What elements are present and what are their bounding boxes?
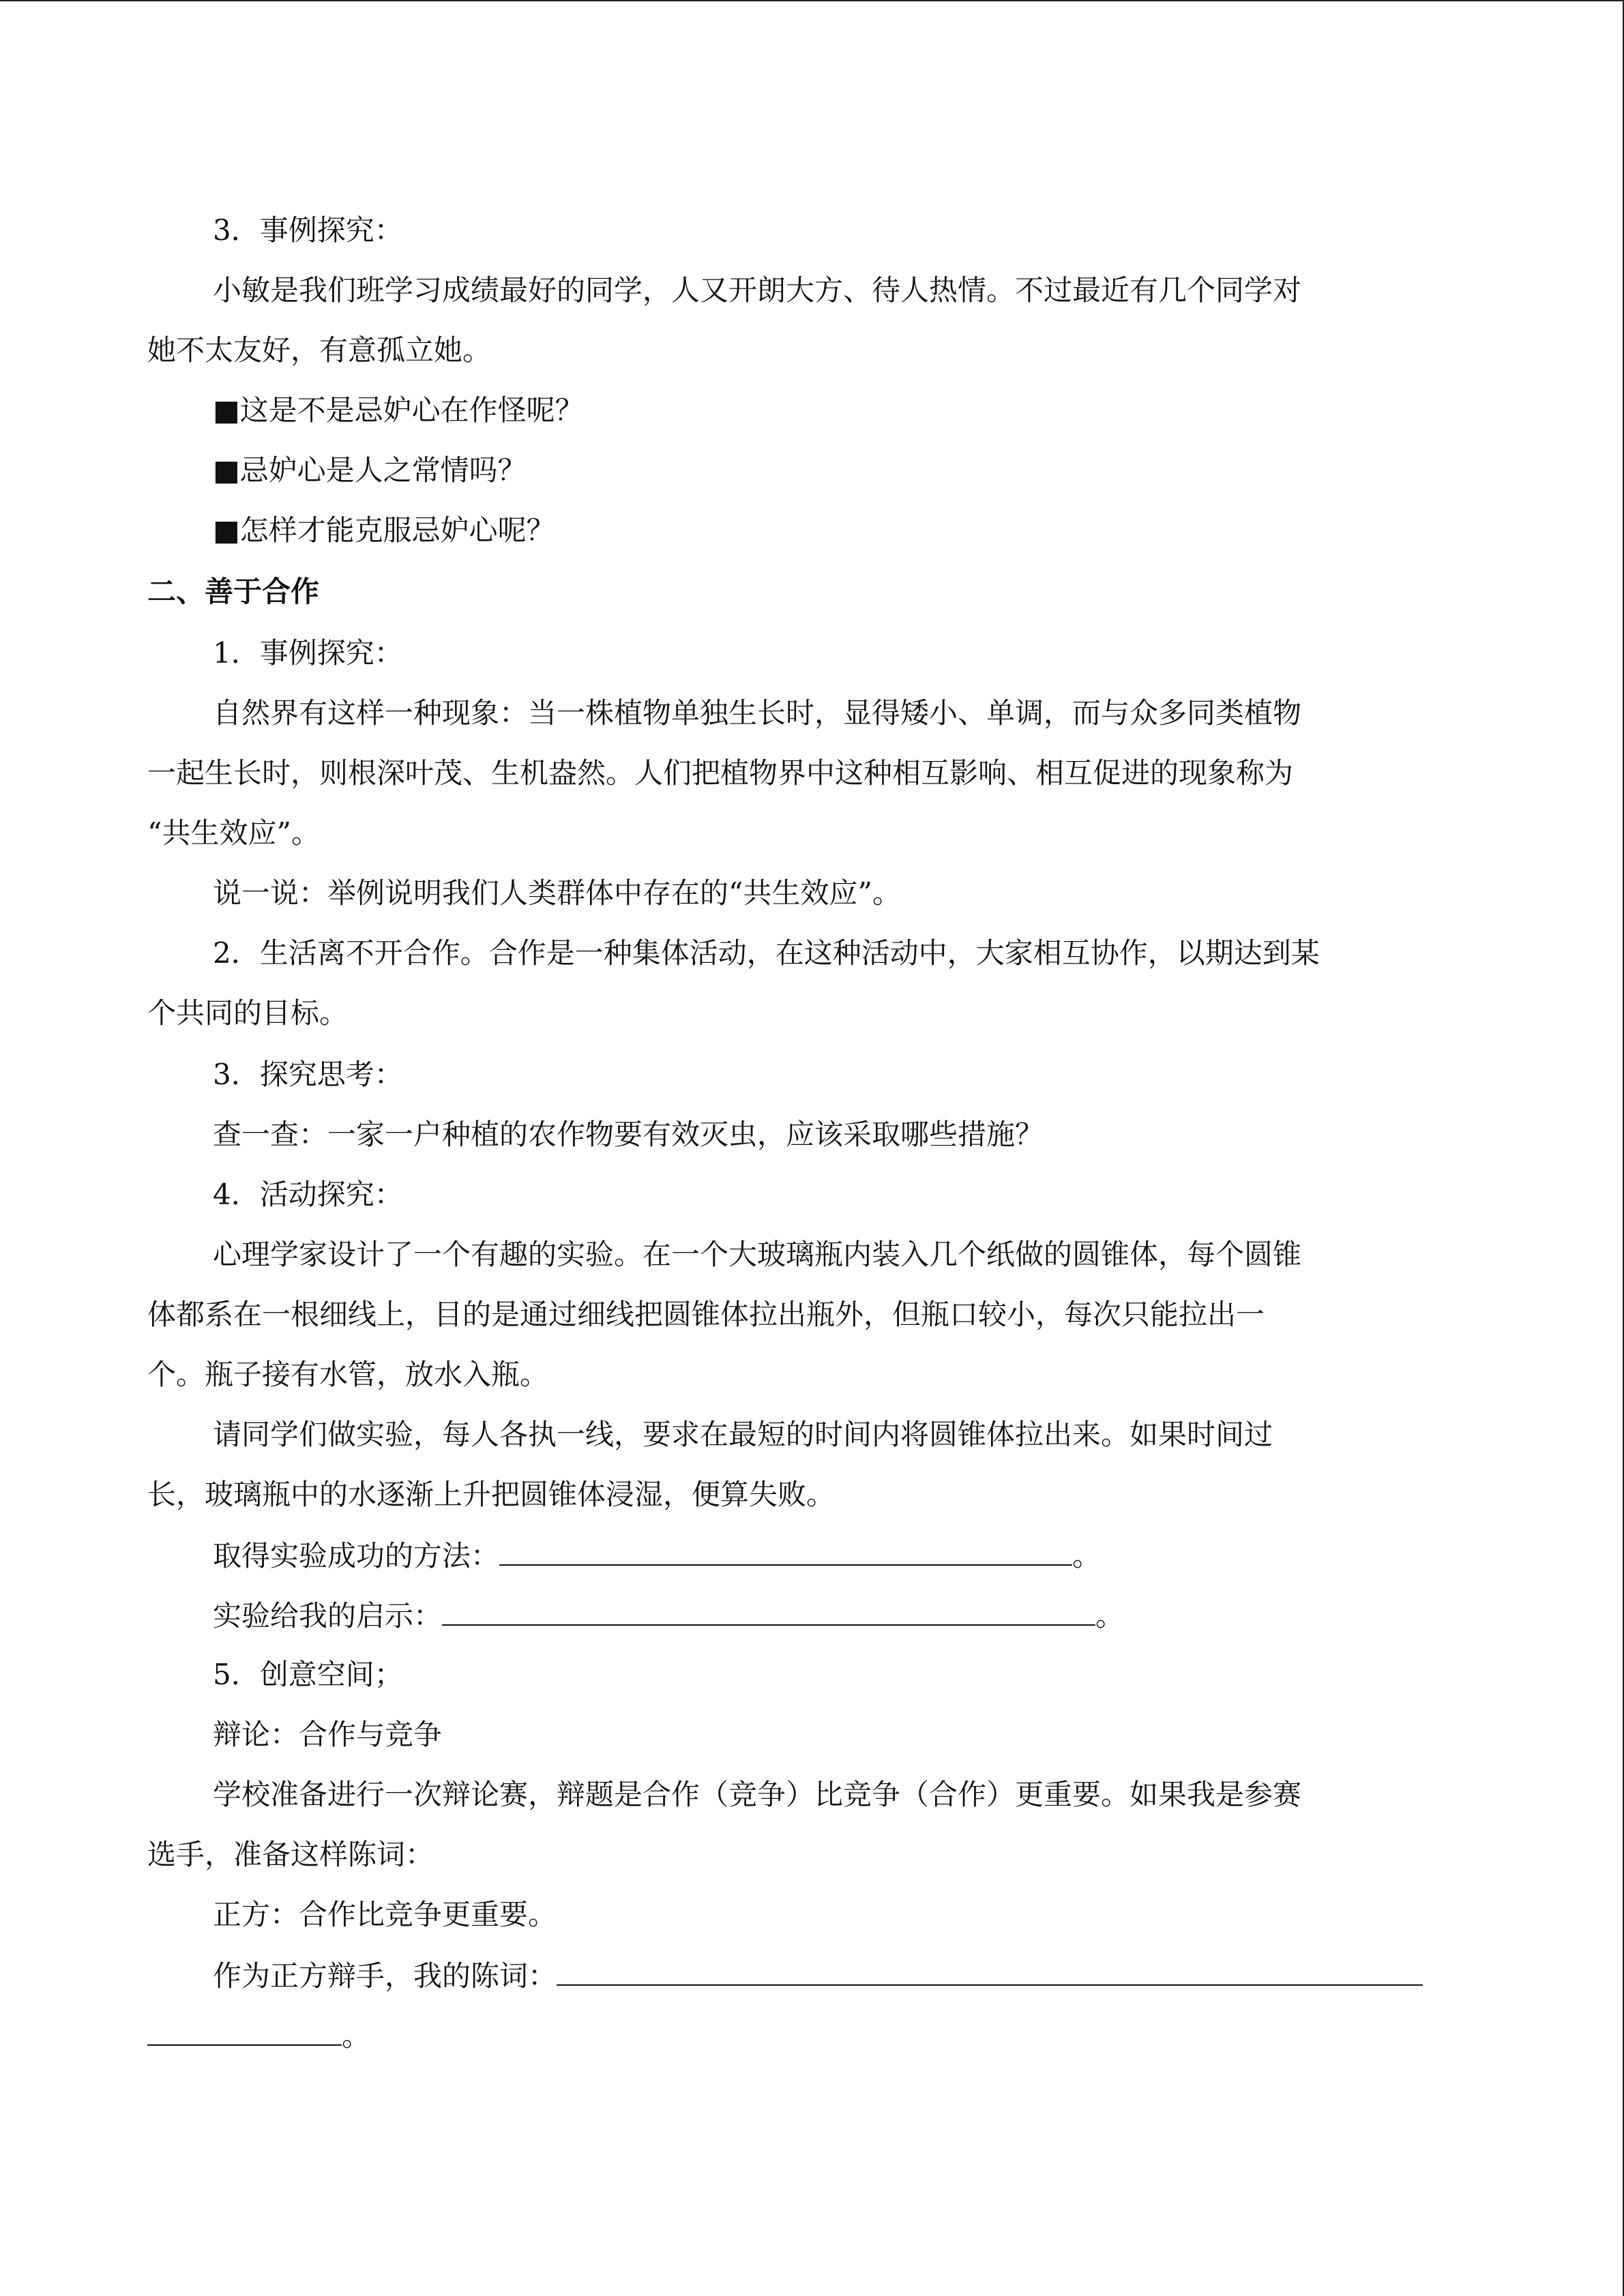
debate-title: 辩论：合作与竞争 [213, 1718, 443, 1751]
inquiry-heading: 3．探究思考： [213, 1058, 403, 1091]
debate-line-2: 选手，准备这样陈词： [147, 1838, 434, 1871]
insight-period: 。 [1095, 1599, 1125, 1632]
item2-line-2: 个共同的目标。 [147, 996, 349, 1030]
pro-statement-period: 。 [342, 2019, 371, 2053]
xiaomin-paragraph-line-1: 小敏是我们班学习成绩最好的同学，人又开朗大方、待人热情。不过最近有几个同学对 [213, 273, 1302, 307]
say-prompt: 说一说：举例说明我们人类群体中存在的“共生效应”。 [213, 876, 901, 910]
insight-answer-blank[interactable] [442, 1597, 1095, 1626]
pro-statement-row-2 [147, 2017, 370, 2054]
pro-statement-blank-2[interactable] [147, 2017, 342, 2046]
case-study-heading-2: 1．事例探究： [213, 636, 403, 670]
experiment-line-2: 体都系在一根细线上，目的是通过细线把圆锥体拉出瓶外，但瓶口较小，每次只能拉出一 [147, 1298, 1265, 1331]
nature-paragraph-line-1: 自然界有这样一种现象：当一株植物单独生长时，显得矮小、单调，而与众多同类植物 [213, 696, 1302, 730]
activity-heading: 4．活动探究： [213, 1178, 403, 1211]
case-study-heading: 3．事例探究： [213, 213, 403, 247]
method-answer-blank[interactable] [499, 1537, 1072, 1566]
method-period: 。 [1072, 1539, 1102, 1572]
requirement-line-1: 请同学们做实验，每人各执一线，要求在最短的时间内将圆锥体拉出来。如果时间过 [213, 1418, 1273, 1451]
question-1: ■这是不是忌妒心在作怪呢？ [213, 393, 584, 427]
experiment-line-3: 个。瓶子接有水管，放水入瓶。 [147, 1358, 549, 1391]
item2-line-1: 2．生活离不开合作。合作是一种集体活动，在这种活动中，大家相互协作，以期达到某 [213, 936, 1320, 970]
nature-paragraph-line-2: 一起生长时，则根深叶茂、生机盎然。人们把植物界中这种相互影响、相互促进的现象称为 [147, 756, 1294, 790]
requirement-line-2: 长，玻璃瓶中的水逐渐上升把圆锥体浸湿，便算失败。 [147, 1478, 836, 1511]
xiaomin-paragraph-line-2: 她不太友好，有意孤立她。 [147, 333, 492, 367]
pro-statement-row [213, 1957, 1423, 1994]
question-2: ■忌妒心是人之常情吗？ [213, 453, 527, 487]
method-label: 取得实验成功的方法： [213, 1539, 500, 1572]
question-3: ■怎样才能克服忌妒心呢？ [213, 513, 555, 547]
check-prompt: 查一查：一家一户种植的农作物要有效灭虫，应该采取哪些措施？ [213, 1118, 1044, 1151]
debate-line-1: 学校准备进行一次辩论赛，辩题是合作（竞争）比竞争（合作）更重要。如果我是参赛 [213, 1778, 1302, 1811]
pro-side-statement: 正方：合作比竞争更重要。 [213, 1898, 557, 1931]
insight-label: 实验给我的启示： [213, 1599, 443, 1632]
insight-row [213, 1597, 1124, 1634]
nature-paragraph-line-3: “共生效应”。 [147, 816, 320, 850]
pro-statement-blank-1[interactable] [557, 1957, 1423, 1986]
creative-space-heading: 5．创意空间； [213, 1658, 403, 1691]
experiment-line-1: 心理学家设计了一个有趣的实验。在一个大玻璃瓶内装入几个纸做的圆锥体，每个圆锥 [213, 1238, 1302, 1271]
method-row [213, 1537, 1101, 1574]
section-title-cooperation: 二、善于合作 [147, 575, 320, 608]
pro-statement-label: 作为正方辩手，我的陈词： [213, 1959, 557, 1993]
